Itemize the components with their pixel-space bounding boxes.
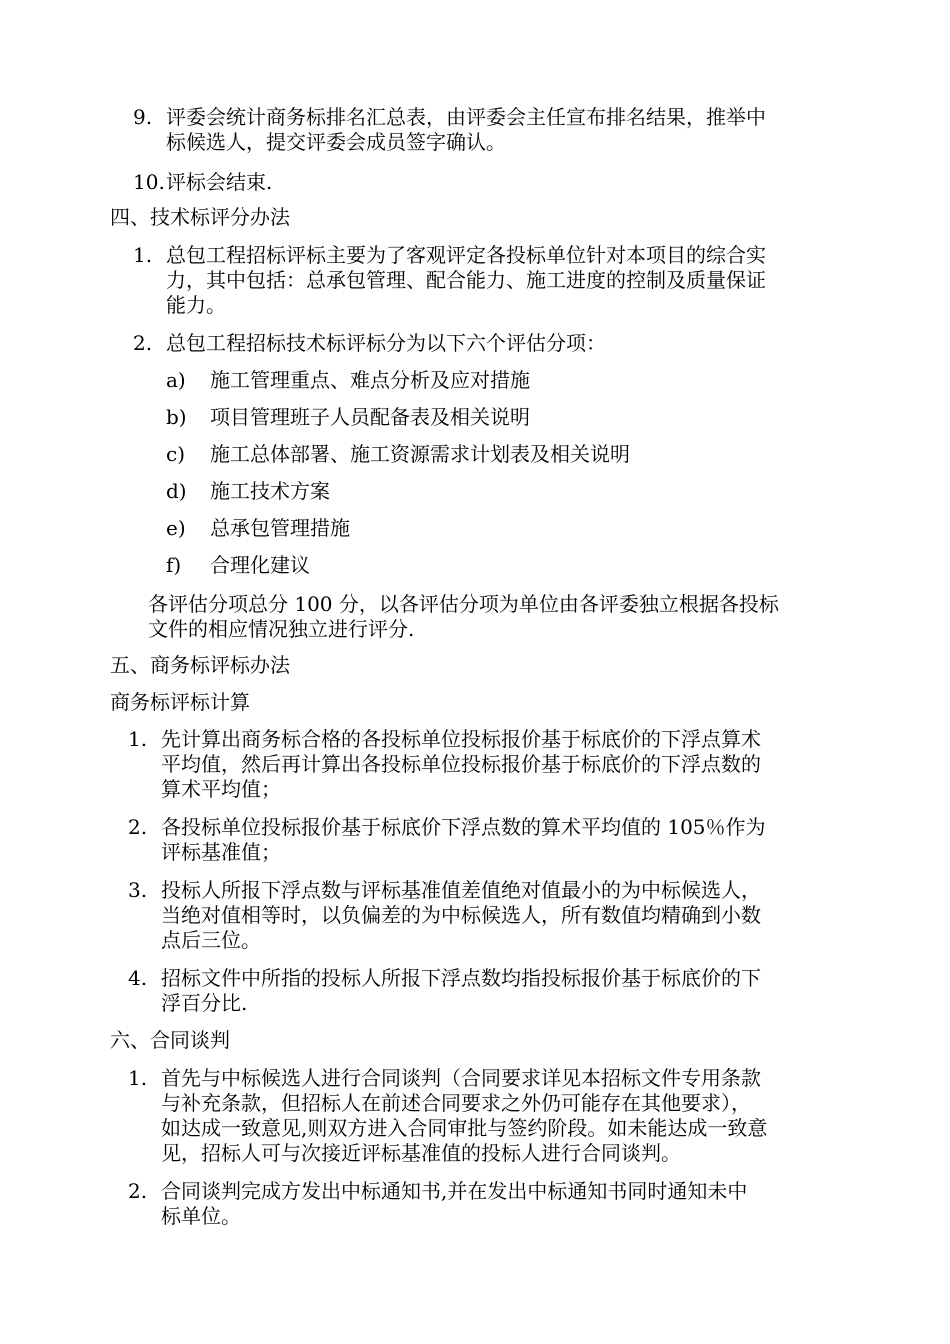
item-text-line: 总包工程招标技术标评标分为以下六个评估分项： xyxy=(166,331,606,355)
subitem-text: 施工管理重点、难点分析及应对措施 xyxy=(210,368,530,392)
item-text-line: 首先与中标候选人进行合同谈判（合同要求详见本招标文件专用条款 xyxy=(161,1066,761,1090)
item-text-line: 先计算出商务标合格的各投标单位投标报价基于标底价的下浮点算术 xyxy=(161,727,761,751)
subitem-label: f) xyxy=(166,553,182,577)
section-subheading: 商务标评标计算 xyxy=(110,690,250,714)
item-number: 4. xyxy=(128,966,148,990)
subitem-label: e) xyxy=(166,516,186,540)
subitem-label: d) xyxy=(166,479,187,503)
section-heading: 五、商务标评标办法 xyxy=(110,653,290,677)
note-text-line: 文件的相应情况独立进行评分. xyxy=(148,617,415,641)
subitem-text: 总承包管理措施 xyxy=(210,516,350,540)
item-number: 1. xyxy=(133,243,153,267)
item-text-line: 合同谈判完成方发出中标通知书,并在发出中标通知书同时通知未中 xyxy=(161,1179,748,1203)
item-text-line: 与补充条款，但招标人在前述合同要求之外仍可能存在其他要求）， xyxy=(161,1091,751,1115)
item-text-line: 评标会结束. xyxy=(166,170,273,194)
subitem-text: 合理化建议 xyxy=(210,553,310,577)
item-text-line: 标候选人，提交评委会成员签字确认。 xyxy=(166,130,506,154)
item-number: 2. xyxy=(128,1179,148,1203)
subitem-label: b) xyxy=(166,405,187,429)
subitem-text: 项目管理班子人员配备表及相关说明 xyxy=(210,405,530,429)
item-number: 2. xyxy=(133,331,153,355)
item-number: 3. xyxy=(128,878,148,902)
item-text-line: 评标基准值； xyxy=(161,840,281,864)
item-number: 2. xyxy=(128,815,148,839)
item-text-line: 各投标单位投标报价基于标底价下浮点数的算术平均值的 105％作为 xyxy=(161,815,766,839)
item-number: 9. xyxy=(133,105,153,129)
item-text-line: 标单位。 xyxy=(161,1204,241,1228)
subitem-text: 施工总体部署、施工资源需求计划表及相关说明 xyxy=(210,442,630,466)
subitem-text: 施工技术方案 xyxy=(210,479,330,503)
item-text-line: 点后三位。 xyxy=(161,928,261,952)
item-text-line: 招标文件中所指的投标人所报下浮点数均指投标报价基于标底价的下 xyxy=(161,966,761,990)
section-heading: 四、技术标评分办法 xyxy=(110,205,290,229)
item-text-line: 如达成一致意见,则双方进入合同审批与签约阶段。如未能达成一致意 xyxy=(161,1116,768,1140)
item-text-line: 总包工程招标评标主要为了客观评定各投标单位针对本项目的综合实 xyxy=(166,243,766,267)
item-text-line: 算术平均值； xyxy=(161,777,281,801)
item-text-line: 力，其中包括：总承包管理、配合能力、施工进度的控制及质量保证 xyxy=(166,268,766,292)
item-text-line: 能力。 xyxy=(166,293,226,317)
item-text-line: 投标人所报下浮点数与评标基准值差值绝对值最小的为中标候选人， xyxy=(161,878,761,902)
item-text-line: 评委会统计商务标排名汇总表，由评委会主任宣布排名结果，推举中 xyxy=(166,105,766,129)
note-text-line: 各评估分项总分 100 分，以各评估分项为单位由各评委独立根据各投标 xyxy=(148,592,779,616)
subitem-label: c) xyxy=(166,442,186,466)
subitem-label: a) xyxy=(166,368,186,392)
item-number: 1. xyxy=(128,727,148,751)
item-number: 1. xyxy=(128,1066,148,1090)
item-text-line: 浮百分比. xyxy=(161,991,248,1015)
section-heading: 六、合同谈判 xyxy=(110,1028,230,1052)
item-text-line: 平均值，然后再计算出各投标单位投标报价基于标底价的下浮点数的 xyxy=(161,752,761,776)
item-text-line: 当绝对值相等时，以负偏差的为中标候选人，所有数值均精确到小数 xyxy=(161,903,761,927)
item-number: 10. xyxy=(133,170,165,194)
item-text-line: 见，招标人可与次接近评标基准值的投标人进行合同谈判。 xyxy=(161,1141,681,1165)
